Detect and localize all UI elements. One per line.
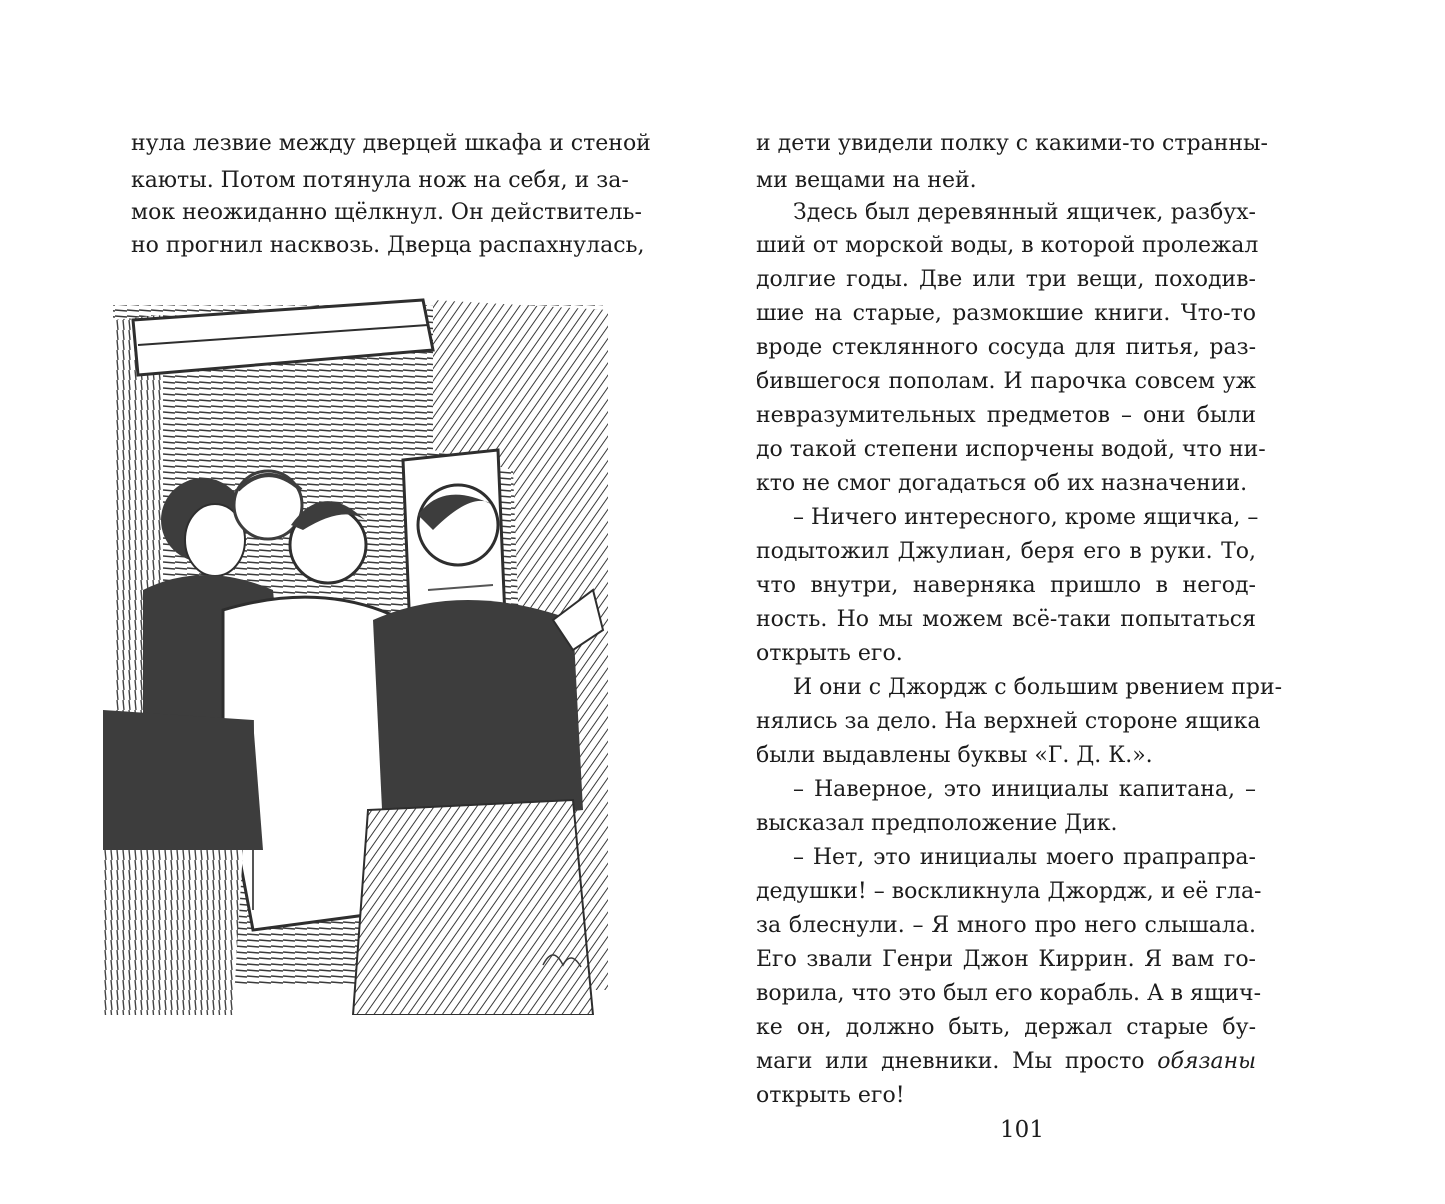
text-line: кто не смог догадаться об их назначении. bbox=[756, 471, 1248, 496]
text-line: Здесь был деревянный ящичек, разбух- bbox=[793, 200, 1256, 225]
text-fragment: маги или дневники. Мы просто bbox=[756, 1049, 1145, 1074]
text-line-with-emphasis bbox=[756, 1046, 1256, 1078]
text-line: нула лезвие между дверцей шкафа и стеной bbox=[131, 131, 651, 156]
child-trousers bbox=[353, 800, 593, 1015]
text-line: что внутри, наверняка пришло в негод- bbox=[756, 573, 1256, 598]
text-line: подытожил Джулиан, беря его в руки. То, bbox=[756, 539, 1256, 564]
foreground-bench bbox=[103, 710, 263, 850]
child-dark-jacket bbox=[373, 600, 583, 830]
right-page bbox=[722, 0, 1445, 1204]
text-line: открыть его! bbox=[756, 1083, 905, 1108]
text-line: до такой степени испорчены водой, что ни- bbox=[756, 437, 1266, 462]
text-line: мок неожиданно щёлкнул. Он действитель- bbox=[131, 200, 642, 225]
text-line: невразумительных предметов – они были bbox=[756, 403, 1256, 428]
text-line: – Наверное, это инициалы капитана, – bbox=[793, 777, 1256, 802]
text-line: долгие годы. Две или три вещи, походив- bbox=[756, 267, 1256, 292]
text-line: – Нет, это инициалы моего прапрапра- bbox=[793, 845, 1256, 870]
four-children-opening-cabinet-illustration bbox=[103, 290, 613, 1015]
text-line: И они с Джордж с большим рвением при- bbox=[793, 675, 1283, 700]
text-line: каюты. Потом потянула нож на себя, и за- bbox=[131, 168, 629, 193]
text-line: высказал предположение Дик. bbox=[756, 811, 1118, 836]
left-page bbox=[0, 0, 722, 1204]
text-line: бившегося пополам. И парочка совсем уж bbox=[756, 369, 1256, 394]
text-line: ший от морской воды, в которой пролежал bbox=[756, 233, 1259, 258]
text-line: ворила, что это был его корабль. А в ящич- bbox=[756, 981, 1262, 1006]
text-line: были выдавлены буквы «Г. Д. К.». bbox=[756, 743, 1153, 768]
text-line: нялись за дело. На верхней стороне ящика bbox=[756, 709, 1261, 734]
text-line: ми вещами на ней. bbox=[756, 168, 977, 193]
text-line: но прогнил насквозь. Дверца распахнулась, bbox=[131, 233, 645, 258]
text-line: открыть его. bbox=[756, 641, 903, 666]
text-line: и дети увидели полку с какими-то странны- bbox=[756, 131, 1268, 156]
page-number: 101 bbox=[1000, 1117, 1044, 1143]
text-line: за блеснули. – Я много про него слышала. bbox=[756, 913, 1256, 938]
text-line: Его звали Генри Джон Киррин. Я вам го- bbox=[756, 947, 1256, 972]
emphasized-word: обязаны bbox=[1157, 1049, 1256, 1074]
text-line: дедушки! – воскликнула Джордж, и её гла- bbox=[756, 879, 1262, 904]
text-line: шие на старые, размокшие книги. Что-то bbox=[756, 301, 1256, 326]
text-line: вроде стеклянного сосуда для питья, раз- bbox=[756, 335, 1256, 360]
text-line: ке он, должно быть, держал старые бу- bbox=[756, 1015, 1256, 1040]
text-line: ность. Но мы можем всё-таки попытаться bbox=[756, 607, 1256, 632]
text-line: – Ничего интересного, кроме ящичка, – bbox=[793, 505, 1259, 530]
